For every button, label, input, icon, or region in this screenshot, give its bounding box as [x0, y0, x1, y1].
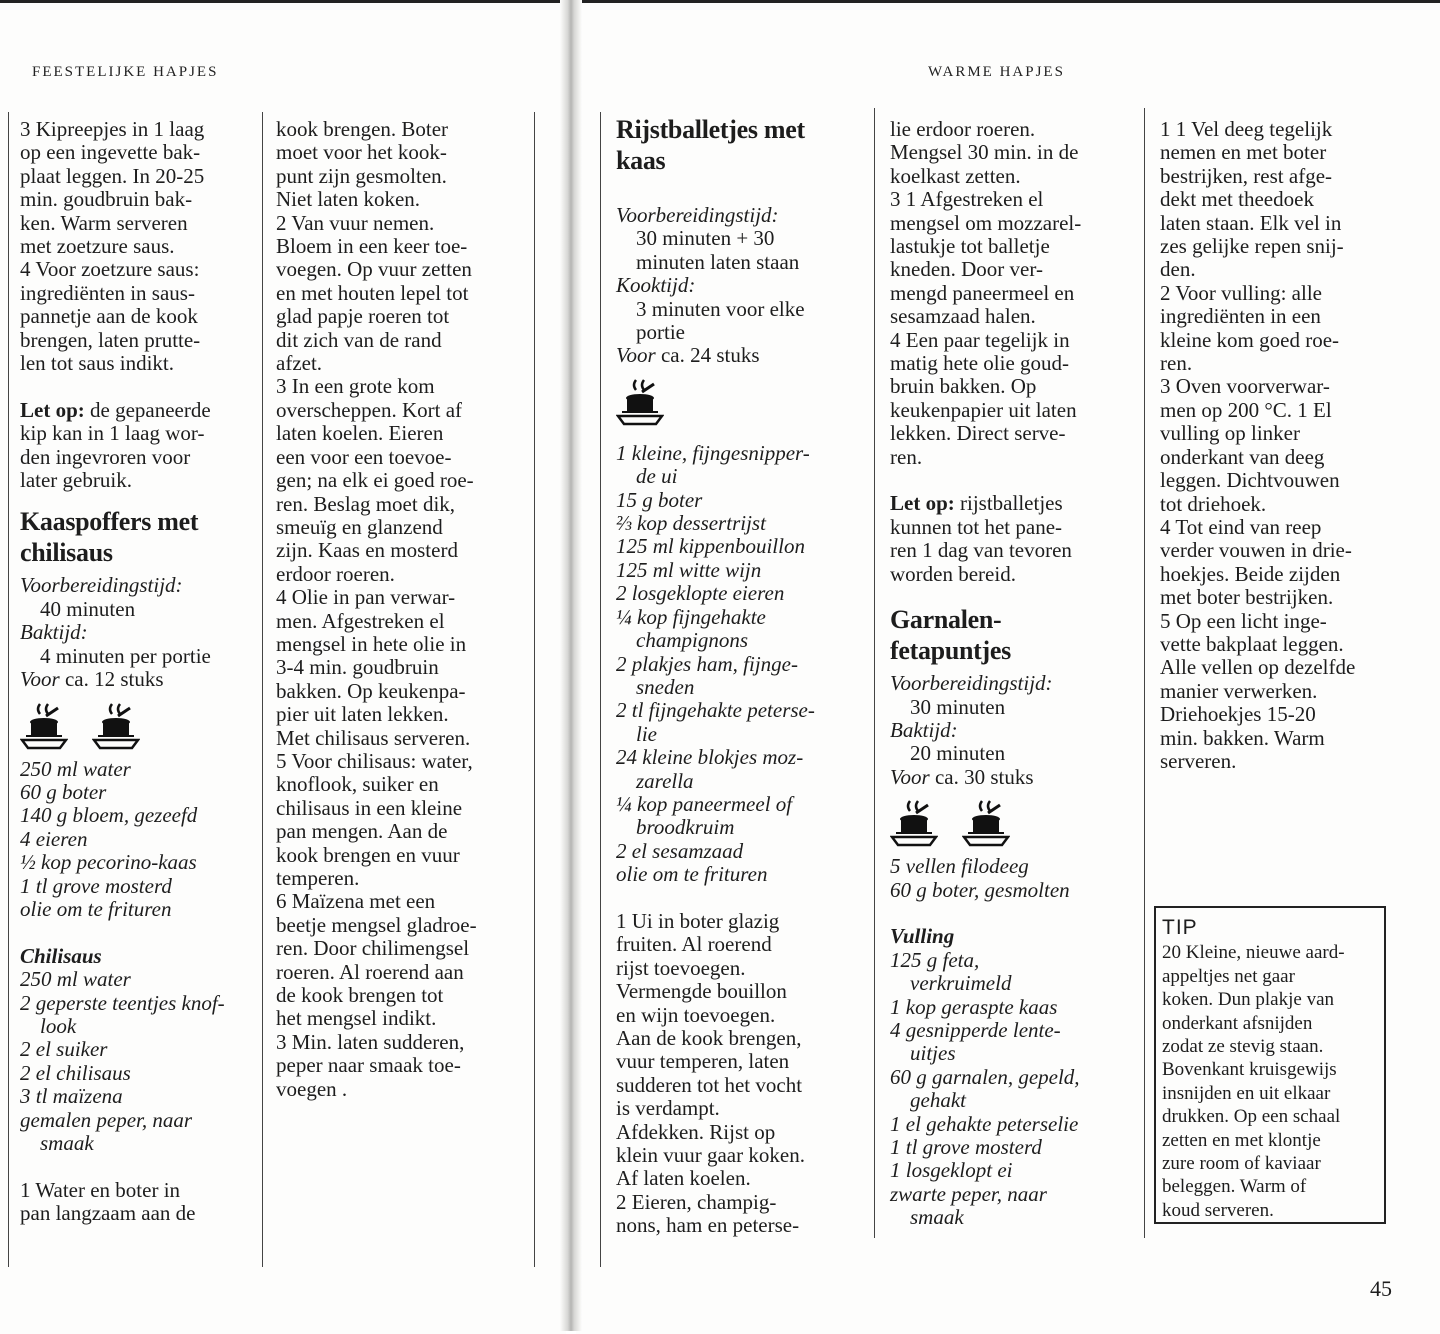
- text-line: keukenpapier uit laten: [890, 397, 1077, 422]
- text-line: 1 Ui in boter glazig: [616, 908, 780, 933]
- text-line: erdoor roeren.: [276, 561, 395, 586]
- steps-start: [20, 1179, 256, 1226]
- text-line: ¼ kop paneermeel of: [616, 791, 793, 816]
- text-line: 250 ml water: [20, 967, 131, 992]
- right-column-1: [616, 114, 868, 1238]
- text-line: 1 tl grove mosterd: [890, 1135, 1042, 1159]
- text-line: ingrediënten in een: [1160, 304, 1321, 329]
- text-line: ren. Beslag moet dik,: [276, 491, 456, 516]
- text-line: glad papje roeren tot: [276, 304, 450, 329]
- text-line: zetten en met klontje: [1162, 1129, 1321, 1151]
- text-line: len tot saus indikt.: [20, 351, 174, 376]
- text-line: 125 g feta,: [890, 947, 980, 972]
- text-line: smeuïg en glanzend: [276, 514, 443, 539]
- text-line: worden bereid.: [890, 561, 1016, 586]
- text-line: Mengsel 30 min. in de: [890, 140, 1079, 165]
- text-line: sesamzaad halen.: [890, 304, 1036, 329]
- column-rule: [262, 112, 263, 1267]
- text-line: Alle vellen op dezelfde: [1160, 655, 1356, 680]
- text-line-continuation: smaak: [910, 1205, 964, 1230]
- text-line: chilisaus in een kleine: [276, 795, 463, 820]
- yield: Voor ca. 30 stuks: [890, 764, 1034, 789]
- text-line: vette bakplaat leggen.: [1160, 631, 1344, 656]
- text-line: minuten laten staan: [636, 249, 800, 274]
- text-line: onderkant afsnijden: [1162, 1012, 1313, 1034]
- text-line: den ingevroren voor: [20, 444, 191, 469]
- freezing-note: Let op: de gepaneerde: [20, 397, 211, 422]
- text-line: mengsel in hete olie in: [276, 631, 467, 656]
- text-line: Met chilisaus serveren.: [276, 725, 471, 750]
- text-line: 125 ml witte wijn: [616, 557, 762, 582]
- text-line: kneden. Door ver-: [890, 257, 1043, 282]
- text-line: zure room of kaviaar: [1162, 1153, 1321, 1175]
- text-line: de kook brengen tot: [276, 983, 444, 1008]
- bake-label: Baktijd:: [20, 620, 88, 645]
- tip-title: TIP: [1162, 916, 1198, 939]
- text-line: 1 el gehakte peterselie: [890, 1111, 1079, 1136]
- steps-continued: [20, 118, 256, 375]
- text-line: gemalen peper, naar: [20, 1107, 193, 1132]
- cooking-pot-icon: [890, 797, 938, 849]
- text-line: Kaaspoffers met: [20, 507, 199, 537]
- text-line: lekken. Direct serve-: [890, 421, 1066, 446]
- yield: Voor ca. 12 stuks: [20, 667, 164, 692]
- text-line: 3 Min. laten sudderen,: [276, 1029, 465, 1054]
- text-line: fetapuntjes: [890, 636, 1011, 666]
- text-line: 3 Oven voorverwar-: [1160, 374, 1330, 399]
- text-line: 5 Op een licht inge-: [1160, 608, 1327, 633]
- prep-label: Voorbereidingstijd:: [20, 573, 183, 598]
- text-line: nons, ham en peterse-: [616, 1213, 800, 1238]
- text-line: sudderen tot het vocht: [616, 1072, 803, 1097]
- text-line: Bloem in een keer toe-: [276, 234, 468, 259]
- cooking-pot-icon: [92, 700, 140, 752]
- text-line: 2 tl fijngehakte peterse-: [616, 698, 815, 723]
- text-line: 60 g boter: [20, 779, 107, 804]
- text-line: ⅔ kop dessertrijst: [616, 511, 766, 536]
- running-head-left: FEESTELIJKE HAPJES: [32, 64, 219, 80]
- make-ahead-note: Let op: rijstballetjes: [890, 491, 1063, 516]
- text-line: kleine kom goed roe-: [1160, 327, 1340, 352]
- text-line: portie: [636, 320, 685, 345]
- ingredient-list: [616, 442, 868, 887]
- text-line: 1 tl grove mosterd: [20, 873, 172, 898]
- bake-value: 4 minuten per portie: [40, 643, 211, 668]
- text-line: olie om te frituren: [20, 896, 172, 921]
- rijstballetjes-steps-continued: [890, 118, 1138, 469]
- text-line: kip kan in 1 laag wor-: [20, 421, 205, 446]
- text-line: Bovenkant kruisgewijs: [1162, 1059, 1337, 1081]
- text-line: pan langzaam aan de: [20, 1201, 196, 1226]
- text-line: mengsel om mozzarel-: [890, 210, 1082, 235]
- text-line: Niet laten koken.: [276, 187, 421, 212]
- text-line-continuation: verkruimeld: [910, 971, 1012, 996]
- bake-value: 20 minuten: [910, 741, 1006, 766]
- text-line: 60 g garnalen, gepeld,: [890, 1064, 1080, 1089]
- text-line: 60 g boter, gesmolten: [890, 877, 1070, 902]
- text-line: zodat ze stevig staan.: [1162, 1036, 1324, 1058]
- text-line: koud serveren.: [1162, 1199, 1274, 1221]
- running-head-right: WARME HAPJES: [928, 64, 1065, 80]
- cook-label: Kooktijd:: [616, 273, 696, 298]
- tip-box: [1154, 906, 1386, 1224]
- text-line: 2 geperste teentjes knof-: [20, 990, 225, 1015]
- text-line: leggen. Dichtvouwen: [1160, 468, 1340, 493]
- text-line: later gebruik.: [20, 468, 132, 493]
- text-line: 2 losgeklopte eieren: [616, 581, 785, 606]
- column-rule: [8, 112, 9, 1267]
- difficulty-icons: [616, 372, 868, 428]
- text-line: Driehoekjes 15-20: [1160, 702, 1316, 727]
- text-line: overscheppen. Kort af: [276, 397, 463, 422]
- make-ahead-note-lines: [890, 516, 1138, 586]
- text-line: 3 1 Afgestreken el: [890, 187, 1044, 212]
- text-line: manier verwerken.: [1160, 678, 1318, 703]
- text-line: 15 g boter: [616, 487, 703, 512]
- text-line: hoekjes. Beide zijden: [1160, 561, 1341, 586]
- text-line: mengd paneermeel en: [890, 280, 1075, 305]
- text-line: chilisaus: [20, 538, 113, 568]
- text-line: punt zijn gesmolten.: [276, 163, 447, 188]
- text-line: pan mengen. Aan de: [276, 819, 448, 844]
- prep-value: 40 minuten: [40, 596, 136, 621]
- text-line: serveren.: [1160, 748, 1237, 773]
- text-line: koken. Dun plakje van: [1162, 989, 1335, 1011]
- text-line: met boter bestrijken.: [1160, 585, 1334, 610]
- text-line: 1 1 Vel deeg tegelijk: [1160, 117, 1333, 141]
- recipe-title-garnalen: [890, 604, 1138, 666]
- text-line: den.: [1160, 257, 1196, 282]
- book-gutter: [560, 0, 582, 1331]
- text-line: vuur temperen, laten: [616, 1049, 790, 1074]
- text-line: kunnen tot het pane-: [890, 514, 1063, 539]
- text-line: 2 el suiker: [20, 1037, 108, 1062]
- text-line: en met houten lepel tot: [276, 280, 469, 305]
- text-line: pier uit laten lekken.: [276, 702, 449, 727]
- text-line: laten koelen. Eieren: [276, 421, 444, 446]
- prep-value: [616, 227, 868, 274]
- yield: Voor ca. 24 stuks: [616, 343, 760, 368]
- text-line-continuation: gehakt: [910, 1088, 966, 1113]
- text-line: 2 Van vuur nemen.: [276, 210, 435, 235]
- text-line: pannetje aan de kook: [20, 304, 198, 329]
- text-line-continuation: uitjes: [910, 1041, 956, 1066]
- text-line: 5 Voor chilisaus: water,: [276, 748, 473, 773]
- tip-text: [1162, 941, 1378, 1222]
- text-line: laten staan. Elk vel in: [1160, 210, 1342, 235]
- text-line: 1 losgeklopt ei: [890, 1158, 1013, 1183]
- text-line: Aan de kook brengen,: [616, 1025, 802, 1050]
- text-line: ingrediënten in saus-: [20, 280, 195, 305]
- text-line: zes gelijke repen snij-: [1160, 234, 1344, 259]
- text-line: 4 gesnipperde lente-: [890, 1017, 1061, 1042]
- text-line: men op 200 °C. 1 El: [1160, 397, 1332, 422]
- text-line-continuation: zarella: [636, 768, 694, 793]
- text-line: Garnalen-: [890, 605, 1002, 635]
- text-line: brengen, laten prutte-: [20, 327, 201, 352]
- prep-label: Voorbereidingstijd:: [890, 671, 1053, 696]
- text-line: zijn. Kaas en mosterd: [276, 538, 458, 563]
- text-line: 250 ml water: [20, 756, 131, 781]
- text-line: op een ingevette bak-: [20, 140, 201, 165]
- text-line-continuation: de ui: [636, 464, 678, 489]
- text-line: 2 Voor vulling: alle: [1160, 280, 1322, 305]
- ingredient-list: [890, 855, 1138, 902]
- column-rule: [1144, 108, 1145, 1238]
- filling-ingredient-list: [890, 949, 1138, 1230]
- text-line: 3 minuten voor elke: [636, 296, 805, 321]
- text-line: 2 Eieren, champig-: [616, 1189, 777, 1214]
- text-line: zwarte peper, naar: [890, 1181, 1047, 1206]
- text-line: en wijn toevoegen.: [616, 1002, 776, 1027]
- text-line: roeren. Al roerend aan: [276, 959, 464, 984]
- text-line: ¼ kop fijngehakte: [616, 604, 766, 629]
- text-line: knoflook, suiker en: [276, 772, 439, 797]
- column-rule: [600, 112, 601, 1267]
- text-line: afzet.: [276, 351, 323, 376]
- recipe-title-rijstballetjes: [616, 114, 868, 176]
- text-line: moet voor het kook-: [276, 140, 447, 165]
- text-line: vulling op linker: [1160, 421, 1300, 446]
- column-rule: [534, 112, 535, 1267]
- cook-value: [616, 298, 868, 345]
- text-line: een voor een toevoe-: [276, 444, 452, 469]
- text-line: Vermengde bouillon: [616, 979, 787, 1004]
- text-line: gen; na elk ei goed roe-: [276, 468, 474, 493]
- text-line: 2 plakjes ham, fijnge-: [616, 651, 798, 676]
- text-line: met zoetzure saus.: [20, 234, 175, 259]
- text-line: dit zich van de rand: [276, 327, 442, 352]
- text-line: 4 Voor zoetzure saus:: [20, 257, 200, 282]
- text-line: 20 Kleine, nieuwe aard-: [1162, 942, 1345, 964]
- text-line: 4 Een paar tegelijk in: [890, 327, 1070, 352]
- text-line: 2 el sesamzaad: [616, 838, 744, 863]
- cooking-pot-icon: [962, 797, 1010, 849]
- text-line: appeltjes net gaar: [1162, 965, 1295, 987]
- text-line: bestrijken, rest afge-: [1160, 163, 1333, 188]
- text-line: ren 1 dag van tevoren: [890, 538, 1072, 563]
- text-line: tot driehoek.: [1160, 491, 1267, 516]
- text-line: 2 el chilisaus: [20, 1060, 131, 1085]
- text-line: onderkant van deeg: [1160, 444, 1325, 469]
- text-line: 24 kleine blokjes moz-: [616, 745, 804, 770]
- text-line: rijst toevoegen.: [616, 955, 746, 980]
- text-line: dekt met theedoek: [1160, 187, 1314, 212]
- text-line: 3 In een grote kom: [276, 374, 435, 399]
- text-line: 140 g bloem, gezeefd: [20, 803, 198, 828]
- text-line: 4 Tot eind van reep: [1160, 514, 1322, 539]
- kaaspoffers-steps: [276, 118, 528, 1101]
- text-line: drukken. Op een schaal: [1162, 1106, 1341, 1128]
- prep-value: 30 minuten: [910, 694, 1006, 719]
- text-line: 3 tl maïzena: [20, 1084, 123, 1109]
- cooking-pot-icon: [20, 700, 68, 752]
- text-line: 4 Olie in pan verwar-: [276, 585, 456, 610]
- text-line: plaat leggen. In 20-25: [20, 163, 205, 188]
- text-line: voegen. Op vuur zetten: [276, 257, 472, 282]
- text-line: ken. Warm serveren: [20, 210, 188, 235]
- text-line: men. Afgestreken el: [276, 608, 445, 633]
- filling-title: Vulling: [890, 924, 955, 949]
- text-line-continuation: smaak: [40, 1131, 94, 1155]
- text-line: nemen en met boter: [1160, 140, 1327, 165]
- text-line-continuation: look: [40, 1013, 77, 1038]
- recipe-title-kaaspoffers: [20, 506, 256, 568]
- text-line: kook brengen. Boter: [276, 117, 449, 141]
- text-line: peper naar smaak toe-: [276, 1053, 461, 1078]
- text-line: bakken. Op keukenpa-: [276, 678, 466, 703]
- text-line: temperen.: [276, 866, 360, 890]
- text-line: 4 eieren: [20, 826, 88, 851]
- text-line: matig hete olie goud-: [890, 351, 1070, 376]
- sauce-title: Chilisaus: [20, 943, 102, 968]
- text-line: het mengsel indikt.: [276, 1006, 437, 1031]
- page-number: 45: [1370, 1276, 1392, 1301]
- text-line: ren. Door chilimengsel: [276, 936, 470, 961]
- text-line: Af laten koelen.: [616, 1166, 751, 1191]
- text-line: lie erdoor roeren.: [890, 117, 1036, 141]
- left-column-1: [20, 118, 256, 1226]
- rijstballetjes-steps: [616, 910, 868, 1238]
- text-line: 30 minuten + 30: [636, 226, 775, 251]
- text-line: voegen .: [276, 1076, 348, 1101]
- text-line: kook brengen en vuur: [276, 842, 460, 867]
- text-line: is verdampt.: [616, 1096, 720, 1121]
- text-line: ½ kop pecorino-kaas: [20, 850, 197, 875]
- garnalen-steps: [1160, 118, 1400, 773]
- text-line: 5 vellen filodeeg: [890, 854, 1029, 879]
- text-line: kaas: [616, 146, 666, 175]
- freezing-note-lines: [20, 422, 256, 492]
- right-column-2: [890, 118, 1138, 1230]
- text-line: 3-4 min. goudbruin: [276, 655, 439, 680]
- text-line-continuation: champignons: [636, 628, 748, 653]
- sauce-ingredient-list: [20, 968, 256, 1155]
- cooking-pot-icon: [616, 376, 664, 428]
- text-line: insnijden en uit elkaar: [1162, 1082, 1331, 1104]
- left-column-2: [276, 118, 528, 1101]
- text-line-continuation: broodkruim: [636, 815, 735, 840]
- text-line: 1 kop geraspte kaas: [890, 994, 1058, 1019]
- text-line: olie om te frituren: [616, 862, 768, 887]
- bake-label: Baktijd:: [890, 717, 958, 742]
- text-line: 3 Kipreepjes in 1 laag: [20, 117, 205, 141]
- text-line: 6 Maïzena met een: [276, 889, 436, 914]
- text-line: klein vuur gaar koken.: [616, 1143, 805, 1168]
- text-line: beetje mengsel gladroe-: [276, 912, 477, 937]
- text-line: beleggen. Warm of: [1162, 1176, 1307, 1198]
- text-line: lastukje tot balletje: [890, 234, 1050, 259]
- text-line: koelkast zetten.: [890, 163, 1021, 188]
- text-line: 1 Water en boter in: [20, 1177, 181, 1202]
- text-line: fruiten. Al roerend: [616, 932, 772, 957]
- column-rule: [874, 108, 875, 1238]
- prep-label: Voorbereidingstijd:: [616, 203, 779, 227]
- difficulty-icons: [890, 793, 1138, 849]
- right-column-3: [1160, 118, 1400, 773]
- text-line: min. goudbruin bak-: [20, 187, 193, 212]
- text-line: min. bakken. Warm: [1160, 725, 1325, 750]
- text-line: Rijstballetjes met: [616, 115, 805, 144]
- text-line: ren.: [890, 444, 923, 469]
- text-line-continuation: lie: [636, 721, 657, 746]
- ingredient-list: [20, 758, 256, 922]
- text-line: verder vouwen in drie-: [1160, 538, 1352, 563]
- text-line: 125 ml kippenbouillon: [616, 534, 805, 559]
- text-line: ren.: [1160, 351, 1193, 376]
- text-line: 1 kleine, fijngesnipper-: [616, 440, 810, 465]
- text-line: bruin bakken. Op: [890, 374, 1037, 399]
- text-line: Afdekken. Rijst op: [616, 1119, 776, 1144]
- text-line-continuation: sneden: [636, 674, 695, 699]
- difficulty-icons: [20, 696, 256, 752]
